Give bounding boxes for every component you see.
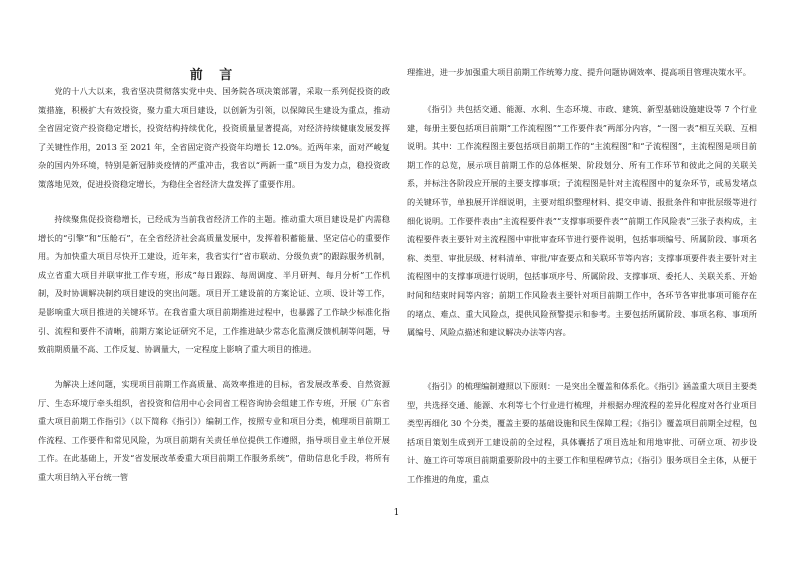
paragraph-4: 理推进，进一步加强重大项目前期工作统筹力度、提升问题协调效率、提高项目管理决策水平。 <box>407 67 751 77</box>
paragraph-6: 《指引》的梳理编制遵照以下原则：一是突出全覆盖和体系化。《指引》涵盖重大项目主要类型，共选择交通、能源、水利等七个行业进行梳理，并根据办理流程的差异化程度对各行业项目类型再细化 30 个分类，覆盖主要的基础设施和民生保障工程；《指引》覆盖项目前期全过程，包括项目策划生成到开工建设前的全过程，具体囊括了项目选址和用地审批、可研立项、初步设计、施工许可等项目前期重要阶段中的主要工作和里程碑节点；《指引》服务项目全主体，从便于工作推进的角度，重点 <box>407 381 757 484</box>
page-number: 1 <box>393 508 400 518</box>
paragraph-3: 为解决上述问题，实现项目前期工作高质量、高效率推进的目标，省发展改革委、自然资源厅、生态环境厅牵头组织，省投资和信用中心会同省工程咨询协会组建工作专班，开展《广东省重大项目前期工作指引》（以下简称《指引》）编制工作，按照专业和项目分类，梳理项目前期工作流程、工作要件和常见风险，为项目前期有关责任单位提供工作遵照，指导项目业主单位开展工作。在此基础上，开发“省发展改革委重大项目前期工作服务系统”，借助信息化手段，将所有重大项目纳入平台统一管 <box>38 379 390 482</box>
page-title: 前 言 <box>189 68 239 83</box>
paragraph-2: 持续聚焦促投资稳增长，已经成为当前我省经济工作的主题。推动重大项目建设是扩内需稳增长的“引擎”和“压舱石”，在全省经济社会高质量发展中，发挥着积蓄能量、坚定信心的重要作用。为加快重大项目尽快开工建设，近年来，我省实行“省市联动、分级负责”的跟踪服务机制，成立省重大项目并联审批工作专班，形成“每日跟踪、每周调度、半月研判、每月分析”工作机制，及时协调解决制约项目建设的突出问题。项目开工建设前的方案论证、立项、设计等工作，是影响重大项目推进的关键环节。在我省重大项目前期推进过程中，也暴露了工作缺少标准化指引、流程和要件不清晰，前期方案论证研究不足，工作推进缺少常态化监测反馈机制等问题，导致前期质量不高、工作反复、协调量大，一定程度上影响了重大项目的推进。 <box>38 214 390 355</box>
paragraph-1: 党的十八大以来，我省坚决贯彻落实党中央、国务院各项决策部署，采取一系列促投资的政策措施，积极扩大有效投资，聚力重大项目建设，以创新为引领，以保障民生建设为重点，推动全省固定资产投资稳定增长，投资结构持续优化，投资质量显著提高，对经济持续健康发展发挥了关键性作用，2013 至 2021 年，全省固定资产投资年均增长 12.0%。近两年来，面对严峻复杂的国内外环境，特别是新冠肺炎疫情的严重冲击，我省以“两新一重”项目为发力点，稳投资政策落地见效，促进投资稳定增长，为稳住全省经济大盘发挥了重要作用。 <box>38 86 390 189</box>
paragraph-5: 《指引》共包括交通、能源、水利、生态环境、市政、建筑、新型基础设施建设等 7 个行业建，每册主要包括项目前期“工作流程图”“工作要件表”两部分内容，“一图一表”相互关联、互相说明。其中：工作流程图主要包括项目前期工作的“主流程图”和“子流程图”，主流程图是项目前期工作的总览，展示项目前期工作的总体框架、阶段划分、所有工作环节和彼此之间的关联关系，并标注各阶段应开展的主要支撑事项；子流程图是针对主流程图中的复杂环节，或易发堵点的关键环节，单独展开详细说明，主要对组织整理材料、提交申请、报批条件和审批层级等进行细化说明。工作要件表由“主流程要件表”“支撑事项要件表”“前期工作风险表”三张子表构成，主流程要件表主要针对主流程图中审批审查环节进行要件说明，包括事项编号、所属阶段、事项名称、类型、审批层级、材料清单、审批/审查要点和关联环节等内容；支撑事项要件表主要针对主流程图中的支撑事项进行说明，包括事项序号、所属阶段、支撑事项、委托人、关联关系、开始时间和结束时间等内容；前期工作风险表主要针对项目前期工作中，各环节各审批事项可能存在的堵点、难点、重大风险点，提供风险预警提示和参考。主要包括所属阶段、事项名称、事项所属编号、风险点描述和建议解决办法等内容。 <box>407 104 757 338</box>
